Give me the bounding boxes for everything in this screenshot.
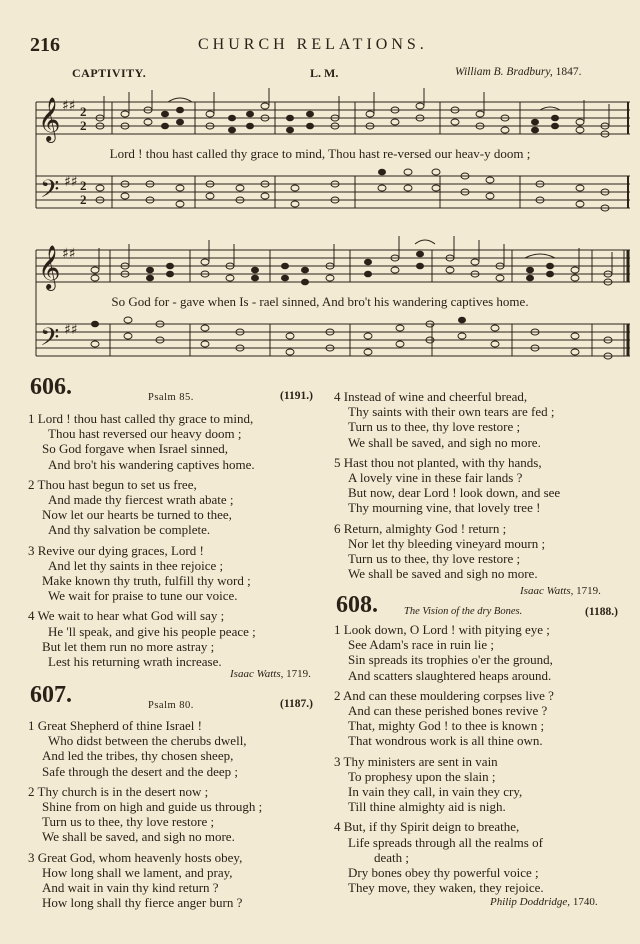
verse-line: And led the tribes, thy chosen sheep, xyxy=(42,748,234,764)
verse-line: We wait for praise to tune our voice. xyxy=(48,588,238,604)
verse-line: death ; xyxy=(374,849,410,865)
key-signature-bass-icon: ♯♯ xyxy=(64,322,78,338)
verse-line: Thy mourning vine, that lovely tree ! xyxy=(348,500,541,516)
stanza xyxy=(334,754,634,815)
verse-line: He 'll speak, and give his people peace ; xyxy=(48,623,256,639)
verse-line: Now let our hearts be turned to thee, xyxy=(42,507,232,523)
verse-line: 3 Thy ministers are sent in vain xyxy=(334,753,498,769)
hymn-606-number: 606. xyxy=(30,374,72,400)
verse-line: And bro't his wandering captives home. xyxy=(48,456,255,472)
composer-name: William B. Bradbury, xyxy=(455,66,553,78)
verse-line: Shine from on high and guide us through ; xyxy=(42,799,263,815)
verse-line: Nor let thy bleeding vineyard mourn ; xyxy=(348,535,546,551)
verse-line: And thy salvation be complete. xyxy=(48,522,211,538)
verse-line: Who didst between the cherubs dwell, xyxy=(48,733,247,749)
stanza xyxy=(334,455,634,516)
verse-line: And wait in vain thy kind return ? xyxy=(42,880,219,896)
verse-line: 4 Instead of wine and cheerful bread, xyxy=(334,389,528,404)
hymn-607-source: Psalm 80. xyxy=(148,700,194,711)
hymn-608-code: (1188.) xyxy=(585,606,618,618)
verse-line: 2 And can these mouldering corpses live ? xyxy=(334,687,554,703)
verse-line: Sin spreads its trophies o'er the ground, xyxy=(348,652,553,668)
stanza xyxy=(28,477,328,538)
key-signature-icon: ♯♯ xyxy=(62,246,76,262)
time-signature-bass: 2 xyxy=(80,178,87,193)
tune-meter: L. M. xyxy=(310,66,339,80)
stanza xyxy=(334,819,634,895)
verse-line: But now, dear Lord ! look down, and see xyxy=(348,485,561,501)
verse-line: Turn us to thee, thy love restore ; xyxy=(42,814,215,830)
verse-line: Safe through the desert and the deep ; xyxy=(42,763,239,779)
stanza xyxy=(28,608,328,669)
verse-line: In vain they call, in vain they cry, xyxy=(348,784,523,800)
verse-line: And let thy saints in thee rejoice ; xyxy=(48,557,224,573)
verse-line: But let them run no more astray ; xyxy=(42,638,215,654)
author-name: Isaac Watts, xyxy=(230,668,284,680)
hymn-606-source: Psalm 85. xyxy=(148,392,194,403)
verse-line: Lest his returning wrath increase. xyxy=(48,654,222,670)
stanza xyxy=(334,521,634,582)
verse-line: We shall be saved and sigh no more. xyxy=(348,566,538,582)
verse-line: Life spreads through all the realms of xyxy=(348,834,543,850)
verse-line: 1 Great Shepherd of thine Israel ! xyxy=(28,718,202,733)
hymn-607-code: (1187.) xyxy=(280,698,313,710)
hymn-607-number: 607. xyxy=(30,682,72,708)
stanza xyxy=(334,389,634,450)
author-year: 1719. xyxy=(286,668,311,680)
system-2-stems xyxy=(99,236,612,274)
hymn-606-text xyxy=(28,411,328,674)
stanza xyxy=(28,718,328,779)
time-signature-bass: 2 xyxy=(80,192,87,207)
verse-line: 6 Return, almighty God ! return ; xyxy=(334,520,507,536)
key-signature-bass-icon: ♯♯ xyxy=(64,174,78,190)
verse-line: We shall be saved, and sigh no more. xyxy=(348,434,541,450)
hymn-608-source: The Vision of the dry Bones. xyxy=(404,606,523,617)
verse-line: See Adam's race in ruin lie ; xyxy=(348,637,495,653)
verse-line: Thou hast reversed our heavy doom ; xyxy=(48,426,242,442)
bass-clef-icon: 𝄢 xyxy=(40,175,60,210)
verse-line: They move, they waken, they rejoice. xyxy=(348,880,544,896)
author-year: 1719. xyxy=(576,585,601,597)
verse-line: 2 Thy church is in the desert now ; xyxy=(28,783,209,799)
verse-line: And made thy fiercest wrath abate ; xyxy=(48,492,234,508)
stanza xyxy=(28,543,328,604)
verse-line: We shall be saved, and sigh no more. xyxy=(42,829,235,845)
verse-line: Thy saints with their own tears are fed ; xyxy=(348,404,555,420)
verse-line: 1 Look down, O Lord ! with pitying eye ; xyxy=(334,622,550,637)
verse-line: 5 Hast thou not planted, with thy hands, xyxy=(334,454,542,470)
bass-clef-icon: 𝄢 xyxy=(40,323,60,358)
author-name: Philip Doddridge, xyxy=(490,896,571,908)
slur xyxy=(168,98,192,102)
composer-year: 1847. xyxy=(555,66,582,78)
verse-line: 1 Lord ! thou hast called thy grace to mind, xyxy=(28,411,254,426)
tune-composer xyxy=(455,66,582,78)
time-signature: 2 xyxy=(80,104,87,119)
verse-line: How long shall we lament, and pray, xyxy=(42,864,233,880)
time-signature: 2 xyxy=(80,118,87,133)
stanza xyxy=(28,850,328,911)
treble-clef-icon: 𝄞 xyxy=(38,245,61,289)
author-year: 1740. xyxy=(572,896,598,908)
hymn-607-continued-text xyxy=(334,389,634,586)
verse-line: Dry bones obey thy powerful voice ; xyxy=(348,865,539,881)
stanza xyxy=(334,688,634,749)
verse-line: Turn us to thee, thy love restore ; xyxy=(348,419,521,435)
verse-line: That wondrous work is all thine own. xyxy=(348,733,543,749)
verse-line: And can these perished bones revive ? xyxy=(348,703,548,719)
stanza xyxy=(334,622,634,683)
page-number: 216 xyxy=(30,34,60,56)
hymn-606-code: (1191.) xyxy=(280,390,313,402)
tune-lyric-line-2: So God for - gave when Is - rael sinned, And bro't his wandering captives home. xyxy=(111,294,529,309)
verse-line: A lovely vine in these fair lands ? xyxy=(348,470,523,486)
tune-lyric-line-1: Lord ! thou hast called thy grace to mind, Thou hast re-versed our heav-y doom ; xyxy=(109,146,531,161)
key-signature-icon: ♯♯ xyxy=(62,98,76,114)
verse-line: To prophesy upon the slain ; xyxy=(348,768,496,784)
verse-line: 3 Great God, whom heavenly hosts obey, xyxy=(28,849,243,865)
slur xyxy=(525,254,555,258)
hymn-608-text xyxy=(334,622,634,900)
author-name: Isaac Watts, xyxy=(520,585,574,597)
hymn-607-text xyxy=(28,718,328,915)
verse-line: 4 We wait to hear what God will say ; xyxy=(28,608,225,624)
treble-clef-icon: 𝄞 xyxy=(38,97,61,141)
slur xyxy=(415,240,435,244)
verse-line: Turn us to thee, thy love restore ; xyxy=(348,551,521,567)
verse-line: Till thine almighty aid is nigh. xyxy=(348,799,506,815)
verse-line: And scatters slaughtered heaps around. xyxy=(348,667,552,683)
verse-line: 3 Revive our dying graces, Lord ! xyxy=(28,542,204,558)
stanza xyxy=(28,411,328,472)
verse-line: That, mighty God ! to thee is known ; xyxy=(348,718,545,734)
hymn-606-author xyxy=(230,668,311,680)
hymn-608-number: 608. xyxy=(336,592,378,618)
verse-line: So God forgave when Israel sinned, xyxy=(42,441,229,457)
verse-line: 4 But, if thy Spirit deign to breathe, xyxy=(334,819,520,835)
hymn-608-author xyxy=(490,896,598,908)
page-title: CHURCH RELATIONS. xyxy=(198,36,428,53)
verse-line: How long shall thy fierce anger burn ? xyxy=(42,895,243,911)
verse-line: 2 Thou hast begun to set us free, xyxy=(28,476,197,492)
tune-name: CAPTIVITY. xyxy=(72,66,147,80)
stanza xyxy=(28,784,328,845)
hymn-607-author xyxy=(520,585,601,597)
verse-line: Make known thy truth, fulfill thy word ; xyxy=(42,573,251,589)
